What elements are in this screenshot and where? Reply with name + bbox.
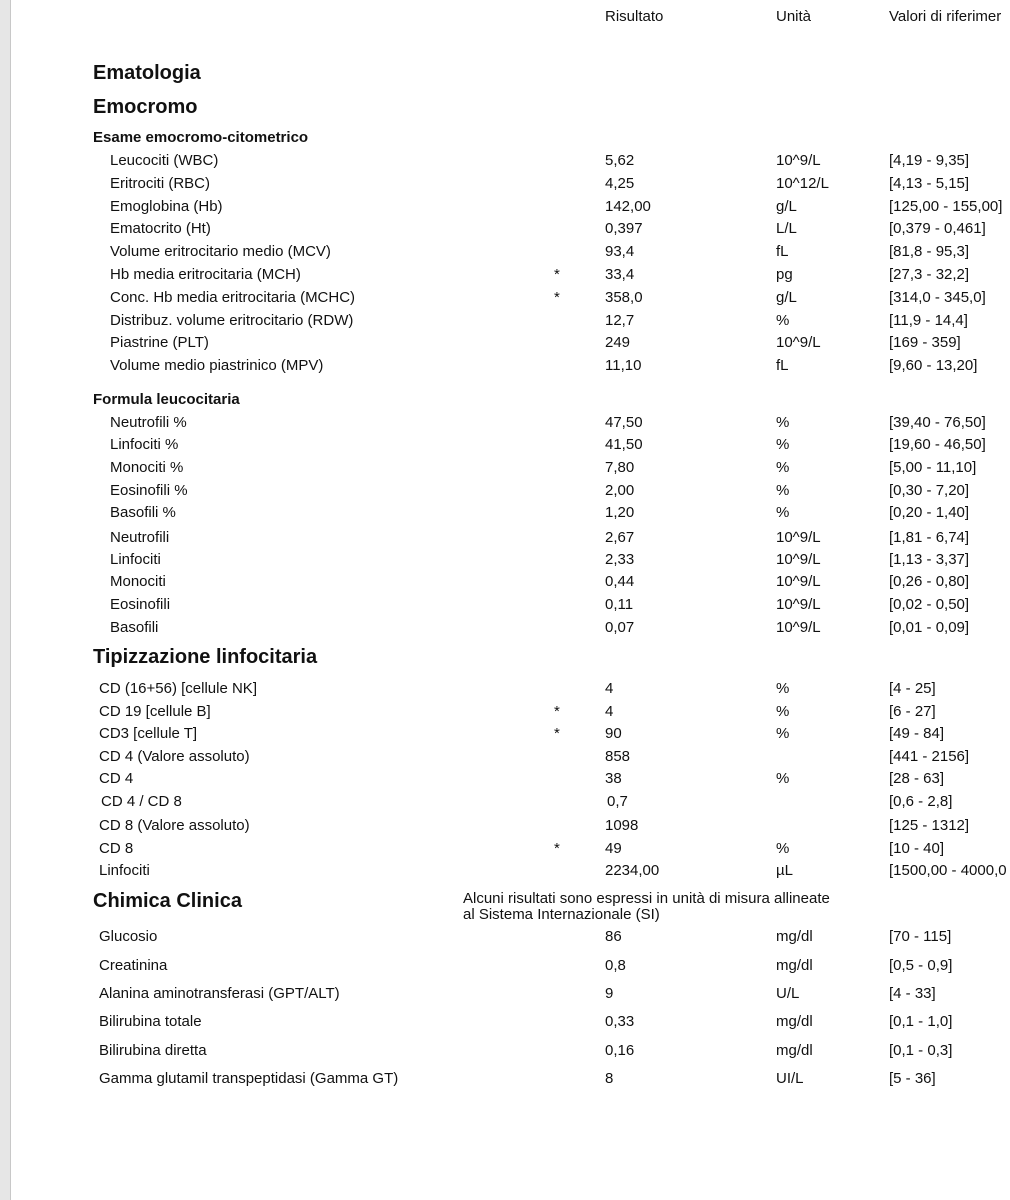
test-value: 1098 [605, 817, 639, 834]
abnormal-flag: * [554, 725, 560, 742]
test-name: Volume eritrocitario medio (MCV) [110, 243, 331, 260]
test-unit: µL [776, 862, 793, 879]
subsection-esame: Esame emocromo-citometrico [93, 129, 309, 146]
section-chimica: Chimica Clinica [93, 890, 242, 912]
test-name: Glucosio [99, 928, 158, 945]
reference-range: [49 - 84] [889, 725, 945, 742]
test-unit: 10^9/L [776, 551, 821, 568]
header-result: Risultato [605, 8, 664, 25]
test-name: Leucociti (WBC) [110, 152, 219, 169]
reference-range: [169 - 359] [889, 334, 961, 351]
test-value: 2234,00 [605, 862, 660, 879]
test-name: Basofili % [110, 504, 176, 521]
reference-range: [27,3 - 32,2] [889, 266, 970, 283]
test-name: CD 4 / CD 8 [101, 793, 182, 810]
test-value: 0,16 [605, 1042, 635, 1059]
test-value: 2,00 [605, 482, 635, 499]
test-unit: 10^12/L [776, 175, 829, 192]
test-name: Eosinofili [110, 596, 171, 613]
abnormal-flag: * [554, 289, 560, 306]
test-value: 0,44 [605, 573, 635, 590]
reference-range: [314,0 - 345,0] [889, 289, 986, 306]
reference-range: [0,5 - 0,9] [889, 957, 953, 974]
test-name: Bilirubina diretta [99, 1042, 207, 1059]
test-unit: 10^9/L [776, 152, 821, 169]
abnormal-flag: * [554, 840, 560, 857]
test-unit: U/L [776, 985, 800, 1002]
reference-range: [1500,00 - 4000,0 [889, 862, 1007, 879]
test-name: CD 8 [99, 840, 134, 857]
reference-range: [0,02 - 0,50] [889, 596, 970, 613]
reference-range: [6 - 27] [889, 703, 936, 720]
test-name: CD3 [cellule T] [99, 725, 198, 742]
test-value: 858 [605, 748, 631, 765]
test-name: Distribuz. volume eritrocitario (RDW) [110, 312, 354, 329]
test-value: 142,00 [605, 198, 651, 215]
reference-range: [39,40 - 76,50] [889, 414, 986, 431]
reference-range: [5,00 - 11,10] [889, 459, 977, 476]
reference-range: [125,00 - 155,00] [889, 198, 1003, 215]
test-value: 0,7 [607, 793, 628, 810]
reference-range: [1,81 - 6,74] [889, 529, 970, 546]
reference-range: [4,19 - 9,35] [889, 152, 970, 169]
reference-range: [28 - 63] [889, 770, 945, 787]
test-value: 93,4 [605, 243, 635, 260]
abnormal-flag: * [554, 266, 560, 283]
test-unit: % [776, 459, 790, 476]
test-unit: pg [776, 266, 793, 283]
test-value: 2,33 [605, 551, 635, 568]
reference-range: [81,8 - 95,3] [889, 243, 970, 260]
reference-range: [70 - 115] [889, 928, 952, 945]
chimica-note-line-1: Alcuni risultati sono espressi in unità di misura allineate [463, 890, 830, 907]
test-name: Volume medio piastrinico (MPV) [110, 357, 324, 374]
header-unit: Unità [776, 8, 812, 25]
test-name: Hb media eritrocitaria (MCH) [110, 266, 301, 283]
test-value: 7,80 [605, 459, 635, 476]
section-tipizzazione: Tipizzazione linfocitaria [93, 646, 318, 668]
test-value: 1,20 [605, 504, 635, 521]
reference-range: [0,26 - 0,80] [889, 573, 970, 590]
test-name: Bilirubina totale [99, 1013, 202, 1030]
test-unit: mg/dl [776, 1013, 813, 1030]
test-name: CD 8 (Valore assoluto) [99, 817, 250, 834]
test-value: 9 [605, 985, 614, 1002]
test-unit: 10^9/L [776, 619, 821, 636]
chimica-note-line-2: al Sistema Internazionale (SI) [463, 906, 660, 923]
test-unit: 10^9/L [776, 529, 821, 546]
test-name: Monociti % [110, 459, 184, 476]
reference-range: [125 - 1312] [889, 817, 970, 834]
reference-range: [0,6 - 2,8] [889, 793, 953, 810]
test-value: 41,50 [605, 436, 643, 453]
test-unit: g/L [776, 198, 797, 215]
test-unit: UI/L [776, 1070, 804, 1087]
test-unit: mg/dl [776, 928, 813, 945]
test-value: 47,50 [605, 414, 643, 431]
reference-range: [5 - 36] [889, 1070, 936, 1087]
test-name: Monociti [110, 573, 166, 590]
test-unit: fL [776, 357, 789, 374]
test-value: 12,7 [605, 312, 635, 329]
test-name: Linfociti % [110, 436, 179, 453]
test-value: 2,67 [605, 529, 635, 546]
reference-range: [0,1 - 0,3] [889, 1042, 953, 1059]
reference-range: [10 - 40] [889, 840, 945, 857]
test-unit: mg/dl [776, 957, 813, 974]
test-value: 4 [605, 680, 614, 697]
test-unit: % [776, 436, 790, 453]
test-name: CD 4 (Valore assoluto) [99, 748, 250, 765]
test-name: Linfociti [99, 862, 150, 879]
test-name: Piastrine (PLT) [110, 334, 209, 351]
test-unit: % [776, 703, 790, 720]
test-value: 249 [605, 334, 631, 351]
test-value: 5,62 [605, 152, 635, 169]
reference-range: [11,9 - 14,4] [889, 312, 968, 329]
reference-range: [4 - 33] [889, 985, 936, 1002]
test-name: Neutrofili [110, 529, 170, 546]
reference-range: [19,60 - 46,50] [889, 436, 986, 453]
test-value: 358,0 [605, 289, 643, 306]
test-name: Eritrociti (RBC) [110, 175, 210, 192]
test-unit: % [776, 840, 790, 857]
test-name: Linfociti [110, 551, 161, 568]
test-unit: mg/dl [776, 1042, 813, 1059]
abnormal-flag: * [554, 703, 560, 720]
test-value: 11,10 [605, 357, 642, 374]
test-value: 0,33 [605, 1013, 635, 1030]
test-unit: 10^9/L [776, 596, 821, 613]
test-name: Gamma glutamil transpeptidasi (Gamma GT) [99, 1070, 399, 1087]
test-name: Ematocrito (Ht) [110, 220, 211, 237]
subsection-formula: Formula leucocitaria [93, 391, 240, 408]
test-unit: fL [776, 243, 789, 260]
reference-range: [0,1 - 1,0] [889, 1013, 953, 1030]
test-unit: % [776, 414, 790, 431]
test-value: 49 [605, 840, 622, 857]
reference-range: [0,379 - 0,461] [889, 220, 986, 237]
test-value: 38 [605, 770, 622, 787]
test-value: 33,4 [605, 266, 635, 283]
test-name: CD 19 [cellule B] [99, 703, 211, 720]
reference-range: [0,30 - 7,20] [889, 482, 970, 499]
test-unit: % [776, 680, 790, 697]
header-ref: Valori di riferimer [889, 8, 1002, 25]
test-unit: % [776, 312, 790, 329]
reference-range: [0,01 - 0,09] [889, 619, 970, 636]
test-unit: 10^9/L [776, 573, 821, 590]
test-unit: % [776, 725, 790, 742]
reference-range: [4,13 - 5,15] [889, 175, 970, 192]
test-value: 0,397 [605, 220, 643, 237]
test-name: Eosinofili % [110, 482, 188, 499]
test-value: 4 [605, 703, 614, 720]
test-unit: % [776, 504, 790, 521]
page-left-margin [0, 0, 11, 1200]
test-name: Creatinina [99, 957, 168, 974]
test-value: 0,8 [605, 957, 626, 974]
test-name: CD (16+56) [cellule NK] [99, 680, 257, 697]
test-name: Alanina aminotransferasi (GPT/ALT) [99, 985, 340, 1002]
reference-range: [0,20 - 1,40] [889, 504, 970, 521]
test-name: Emoglobina (Hb) [110, 198, 223, 215]
section-emocromo: Emocromo [93, 96, 198, 118]
test-unit: % [776, 482, 790, 499]
test-unit: L/L [776, 220, 797, 237]
test-name: Conc. Hb media eritrocitaria (MCHC) [110, 289, 356, 306]
reference-range: [1,13 - 3,37] [889, 551, 970, 568]
test-name: Neutrofili % [110, 414, 187, 431]
test-value: 90 [605, 725, 622, 742]
test-unit: g/L [776, 289, 797, 306]
test-value: 0,11 [605, 596, 634, 613]
test-unit: 10^9/L [776, 334, 821, 351]
reference-range: [441 - 2156] [889, 748, 970, 765]
section-ematologia: Ematologia [93, 62, 201, 84]
test-name: Basofili [110, 619, 159, 636]
test-value: 86 [605, 928, 622, 945]
reference-range: [4 - 25] [889, 680, 936, 697]
reference-range: [9,60 - 13,20] [889, 357, 978, 374]
test-value: 8 [605, 1070, 614, 1087]
test-value: 0,07 [605, 619, 635, 636]
test-value: 4,25 [605, 175, 635, 192]
test-name: CD 4 [99, 770, 134, 787]
test-unit: % [776, 770, 790, 787]
